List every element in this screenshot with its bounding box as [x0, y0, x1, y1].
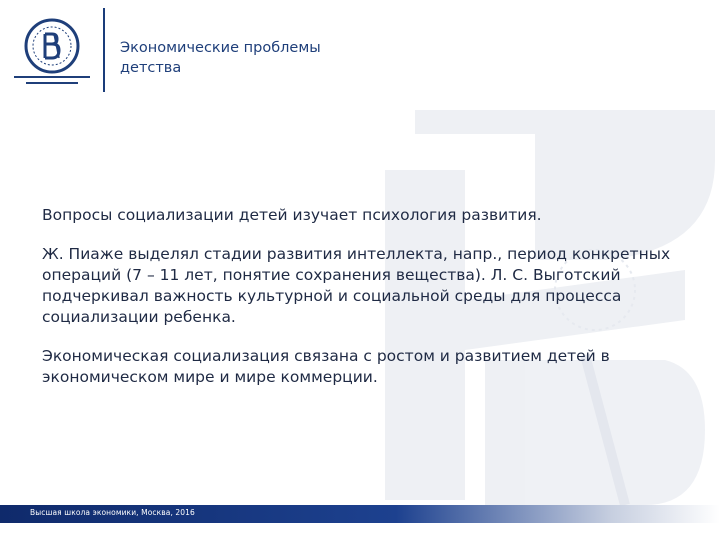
body-paragraph-3: Экономическая социализация связана с ростом и развитием детей в экономическом мире и мире коммерции. — [42, 347, 610, 386]
header-divider — [103, 8, 105, 92]
hse-logo-icon — [14, 16, 100, 92]
body-paragraph-2: Ж. Пиаже выделял стадии развития интеллекта, напр., период конкретных операций (7 – 11 лет, понятие сохранения вещества). Л. С. Выготский подчеркивал важность культурной и социальной среды для процесса социализации ребенка. — [42, 245, 671, 326]
slide-body — [42, 205, 682, 406]
body-paragraph-1: Вопросы социализации детей изучает психология развития. — [42, 206, 542, 224]
slide-title — [120, 38, 480, 78]
title-line-1: Экономические проблемы — [120, 40, 321, 56]
slide-header — [0, 0, 720, 96]
slide-footer — [0, 505, 720, 523]
footer-text: Высшая школа экономики, Москва, 2016 — [30, 508, 195, 517]
title-line-2: детства — [120, 60, 182, 76]
